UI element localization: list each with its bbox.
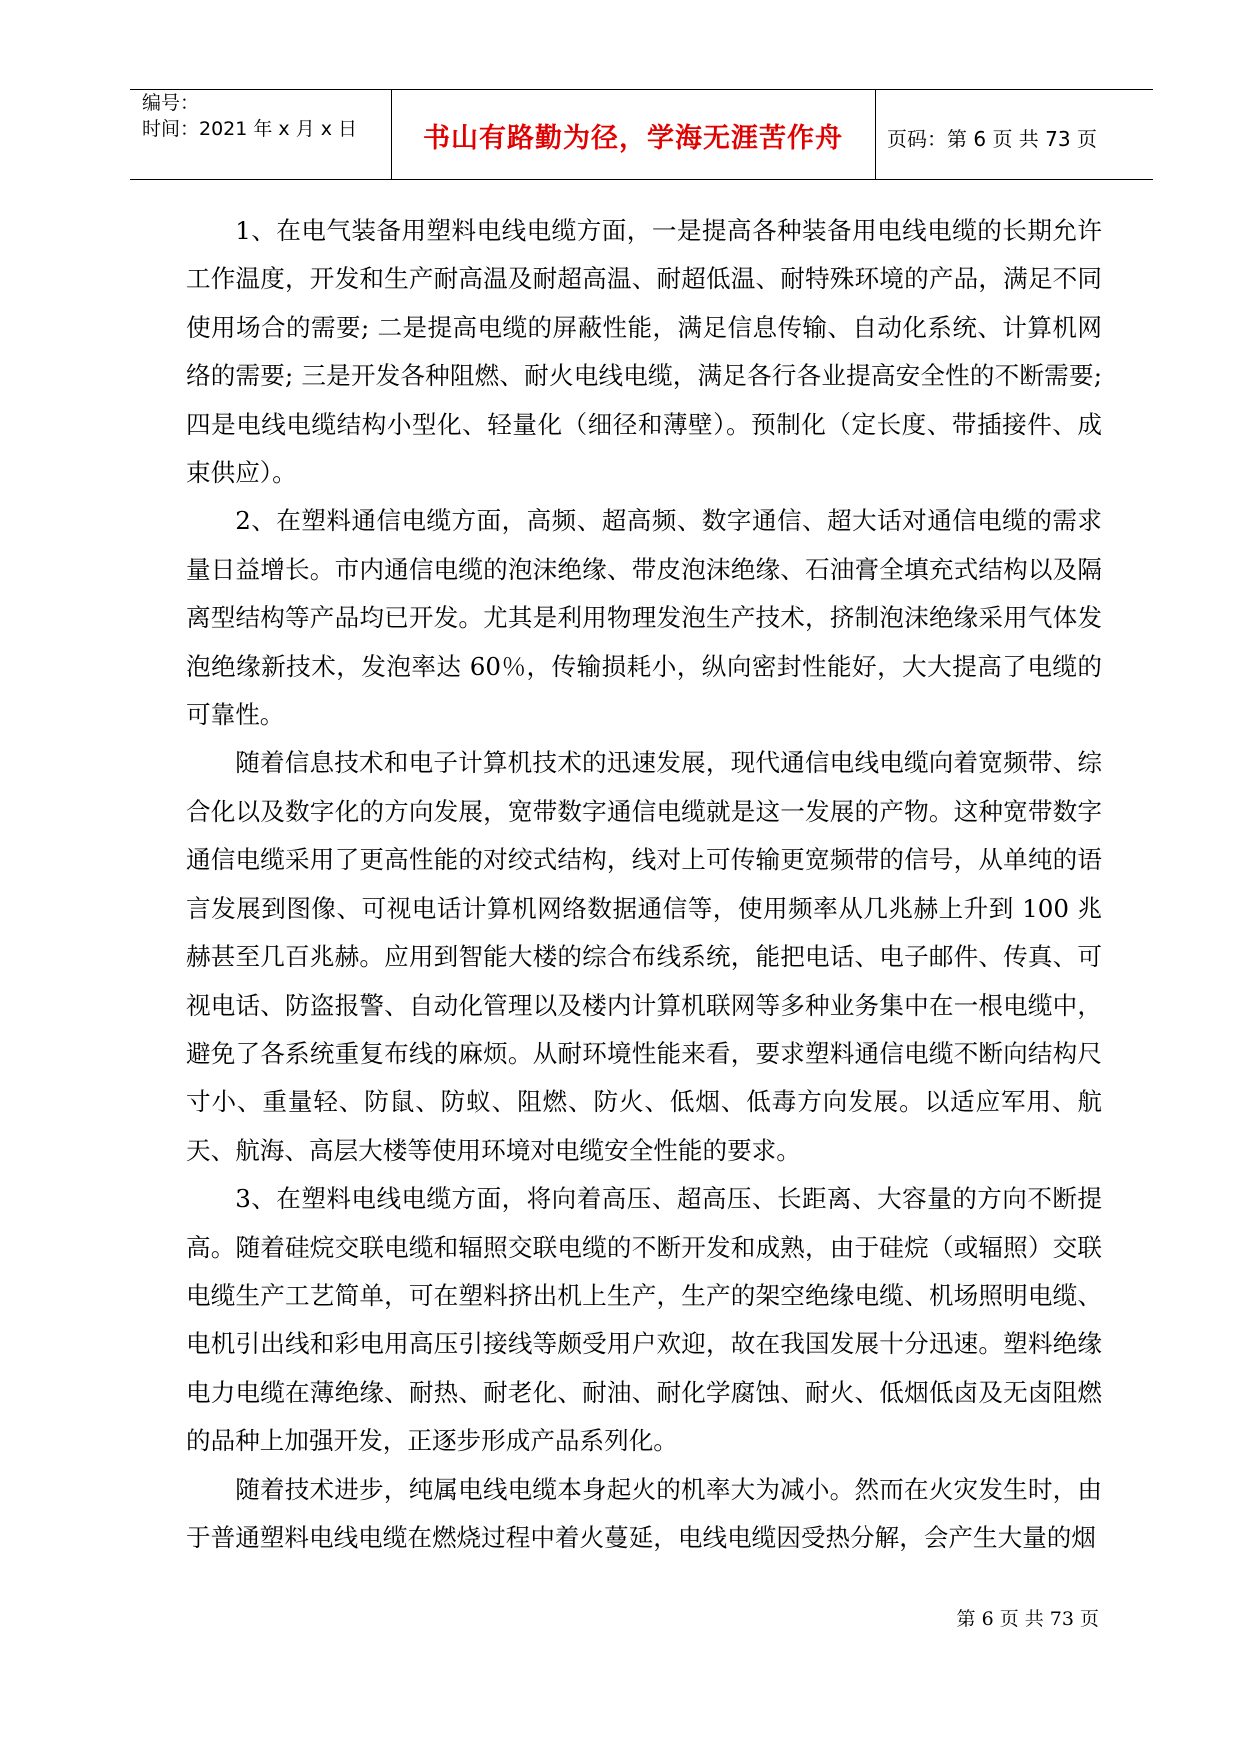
header-meta-cell (130, 90, 392, 179)
doc-number-label: 编号： (142, 92, 200, 114)
paragraph-4: 3、在塑料电线电缆方面，将向着高压、超高压、长距离、大容量的方向不断提高。随着硅烷交联电缆和辐照交联电缆的不断开发和成熟，由于硅烷（或辐照）交联电缆生产工艺简单，可在塑料挤出机上生产，生产的架空绝缘电缆、机场照明电缆、电机引出线和彩电用高压引接线等颇受用户欢迎，故在我国发展十分迅速。塑料绝缘电力电缆在薄绝缘、耐热、耐老化、耐油、耐化学腐蚀、耐火、低烟低卤及无卤阻燃的品种上加强开发，正逐步形成产品系列化。 (186, 1184, 1102, 1456)
paragraph-1: 1、在电气装备用塑料电线电缆方面，一是提高各种装备用电线电缆的长期允许工作温度，开发和生产耐高温及耐超高温、耐超低温、耐特殊环境的产品，满足不同使用场合的需要; 二是提高电缆的屏蔽性能，满足信息传输、自动化系统、计算机网络的需要; 三是开发各种阻燃、耐火电线电缆，满足各行各业提高安全性的不断需要; 四是电线电缆结构小型化、轻量化（细径和薄壁）。预制化（定长度、带插接件、成束供应）。 (186, 216, 1110, 488)
header-page-cell (875, 90, 1153, 179)
date-label: 时间：2021 年 x 月 x 日 (142, 118, 358, 140)
motto-text: 书山有路勤为径，学海无涯苦作舟 (423, 123, 843, 154)
document-body (186, 207, 1110, 1562)
header-motto-cell (391, 90, 876, 179)
paragraph-2: 2、在塑料通信电缆方面，高频、超高频、数字通信、超大话对通信电缆的需求量日益增长。市内通信电缆的泡沫绝缘、带皮泡沫绝缘、石油膏全填充式结构以及隔离型结构等产品均已开发。尤其是利用物理发泡生产技术，挤制泡沫绝缘采用气体发泡绝缘新技术，发泡率达 60％，传输损耗小，纵向密封性能好，大大提高了电缆的可靠性。 (186, 506, 1102, 730)
paragraph-5: 随着技术进步，纯属电线电缆本身起火的机率大为减小。然而在火灾发生时，由于普通塑料电线电缆在燃烧过程中着火蔓延，电线电缆因受热分解，会产生大量的烟 (186, 1474, 1102, 1552)
page-footer: 第 6 页 共 73 页 (956, 1608, 1099, 1630)
paragraph-3: 随着信息技术和电子计算机技术的迅速发展，现代通信电线电缆向着宽频带、综合化以及数字化的方向发展，宽带数字通信电缆就是这一发展的产物。这种宽带数字通信电缆采用了更高性能的对绞式结构，线对上可传输更宽频带的信号，从单纯的语言发展到图像、可视电话计算机网络数据通信等，使用频率从几兆赫上升到 100 兆赫甚至几百兆赫。应用到智能大楼的综合布线系统，能把电话、电子邮件、传真、可视电话、防盗报警、自动化管理以及楼内计算机联网等多种业务集中在一根电缆中，避免了各系统重复布线的麻烦。从耐环境性能来看，要求塑料通信电缆不断向结构尺寸小、重量轻、防鼠、防蚁、阻燃、防火、低烟、低毒方向发展。以适应军用、航天、航海、高层大楼等使用环境对电缆安全性能的要求。 (186, 748, 1102, 1165)
page-header (130, 89, 1153, 180)
page-info: 页码：第 6 页 共 73 页 (887, 127, 1097, 151)
